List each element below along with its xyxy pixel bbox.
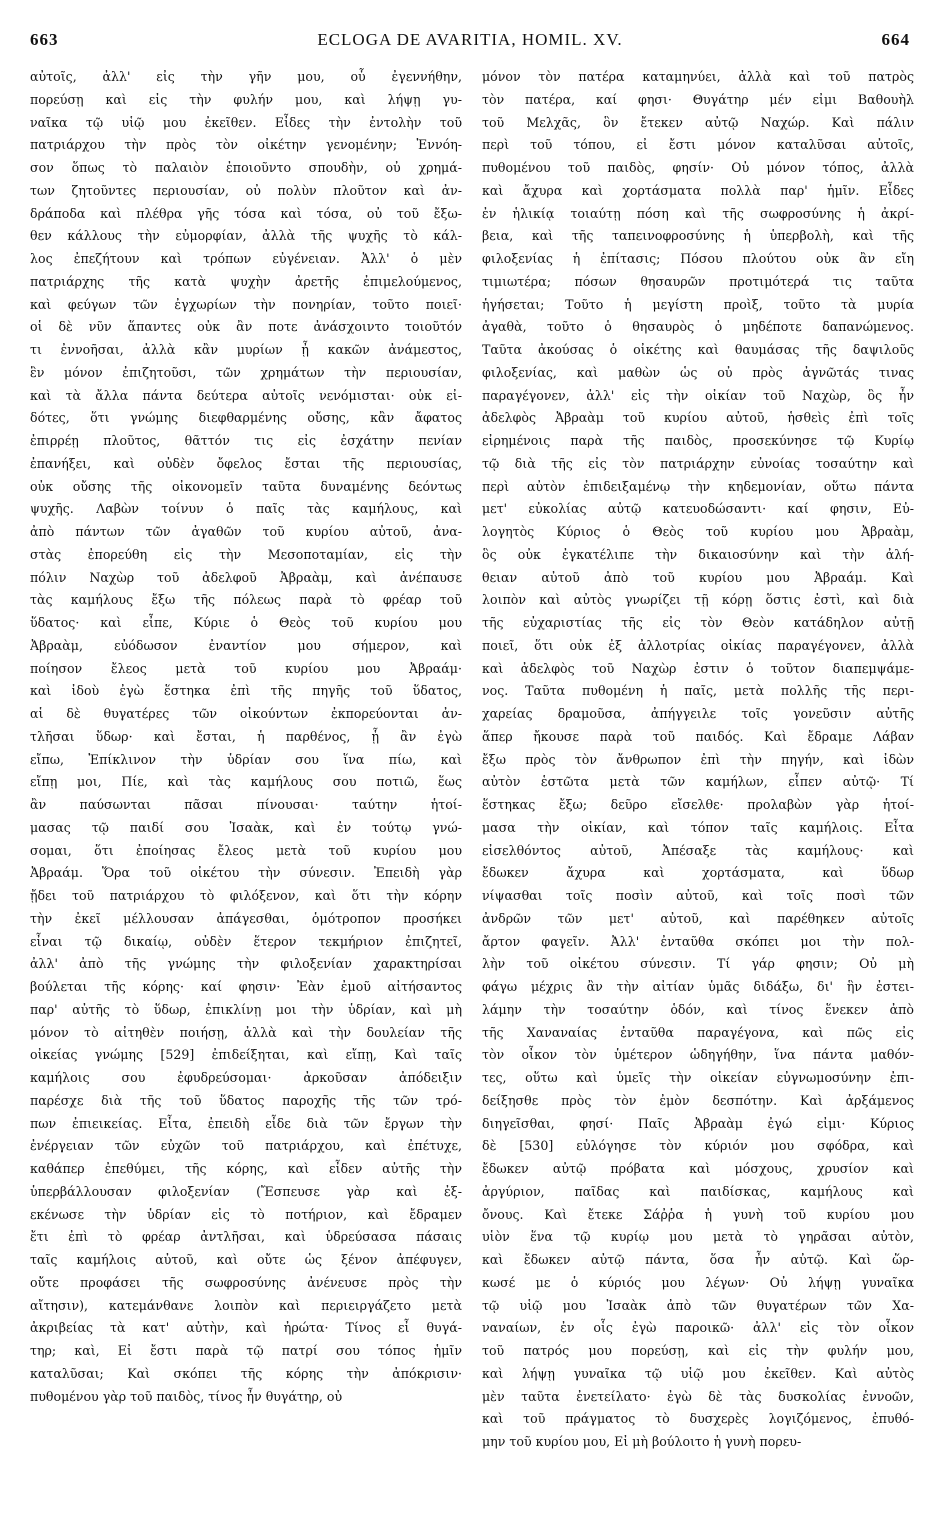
text-line: εἶναι τῷ δικαίῳ, οὐδὲν ἕτερον τεκμήριον ἐπιζητεῖ, [30, 933, 462, 949]
text-line: πατριάρχης τῆς κατὰ ψυχὴν ἀρετῆς ἐπιμελούμενος, [30, 273, 462, 289]
text-line: καὶ λήψῃ γυναῖκα τῷ υἱῷ μου ἐκεῖθεν. Καὶ αὐτὸς [482, 1365, 914, 1381]
text-line: φάγω μέχρις ἂν τὴν αἰτίαν ὑμᾶς διδάξω, δι' ἣν ἐστει- [482, 979, 914, 994]
text-line: λάμην τὴν τοσαύτην ὁδόν, καὶ τίνος ἕνεκεν ἀπὸ [482, 1001, 914, 1017]
text-line: υἱὸν ἕνα τῷ κυρίῳ μου μετὰ τὸ γηρᾶσαι αὐτὸν, [482, 1229, 914, 1245]
text-line: δράποδα καὶ πλέθρα γῆς τόσα καὶ τόσα, οὐ τοῦ ἔξω- [30, 205, 462, 221]
text-line: πόλιν Ναχὼρ τοῦ ἀδελφοῦ Ἀβραὰμ, καὶ ἀνέπαυσε [30, 569, 462, 585]
text-line: πυθομένου γὰρ τοῦ παιδὸς, τίνος ἦν θυγάτηρ, οὐ [30, 1388, 343, 1404]
text-line: ποιεῖ, ὅτι οὐκ ἐξ ἀλλοτρίας οἰκίας παραγέγονεν, ἀλλὰ [482, 637, 914, 653]
text-line: ἂν παύσωνται πᾶσαι πίνουσαι· ταύτην ἡτοί- [30, 797, 462, 812]
text-line: ἐπανήξει, καὶ οὐδὲν ὄφελος ἔσται τῆς περιουσίας, [30, 455, 462, 471]
text-line: ἔδωκεν αὐτῷ πρόβατα καὶ μόσχους, χρυσίον καὶ [482, 1161, 914, 1176]
text-line: οὐκ οὔσης τῆς οἰκονομεῖν ταῦτα δυναμένης δεόντως [30, 478, 462, 494]
text-line: σον ὅπως τὸ παλαιὸν ἐποιοῦντο σπουδὴν, οὐ χρημά- [30, 160, 462, 175]
text-line: βούλεται τῆς κόρης· καί φησιν· Ἐὰν ἐμοῦ αἰτήσαντος [30, 979, 462, 994]
text-line: καὶ ἔδωκεν αὐτῷ πάντα, ὅσα ἦν αὐτῷ. Καὶ ὥρ- [482, 1252, 914, 1267]
text-line: καμήλοις σου ἐφυδρεύσομαι· ἀρκοῦσαν ἀπόδειξιν [30, 1070, 462, 1085]
text-line: ἐπιρρέῃ πλοῦτος, θᾶττόν τις εἰς ἐσχάτην πενίαν [30, 433, 462, 448]
text-line: ποίησον ἔλεος μετὰ τοῦ κυρίου μου Ἀβραάμ· [30, 660, 462, 676]
text-line: μετ' εὐκολίας αὐτῷ κατευοδώσαντι· καί φησιν, Εὐ- [482, 501, 914, 517]
text-line: τοῦ Μελχᾶς, ὃν ἔτεκεν αὐτῷ Ναχώρ. Καὶ πάλιν [482, 114, 914, 130]
text-line: μασας τῷ παιδί σου Ἰσαὰκ, καὶ ἐν τούτῳ γνώ- [30, 819, 462, 835]
text-line: οὔτε προφάσει τῆς σωφροσύνης ἀνένευσε πρὸς τὴν [30, 1274, 462, 1290]
text-line: ᾔδει τοῦ πατριάρχου τὸ φιλόξενον, καὶ ὅτι τὴν κόρην [30, 888, 462, 903]
text-line: τῆς Χαναναίας ἐνταῦθα παραγέγονα, καὶ πῶς εἰς [482, 1024, 914, 1040]
text-line: τὸν πατέρα, καί φησι· Θυγάτηρ μέν εἰμι Βαθουὴλ [482, 91, 914, 107]
text-line: χαρείας δραμοῦσα, ἀπήγγειλε τοῖς γονεῦσιν αὐτῆς [482, 706, 914, 721]
text-line: πορεύσῃ καὶ εἰς τὴν φυλήν μου, καὶ λήψῃ γυ- [30, 91, 462, 107]
text-line: τηρ; καὶ, Εἰ ἔστι παρὰ τῷ πατρί σου τόπος ἡμῖν [30, 1343, 462, 1358]
text-line: πατριάρχου τὴν πρὸς τὸν οἰκέτην γενομένην; Ἐννόη- [30, 137, 462, 153]
text-line: διηγεῖσθαι, φησί· Παῖς Ἀβραὰμ ἐγώ εἰμι· Κύριος [482, 1115, 914, 1131]
text-line: πων ἐπιεικείας. Εἶτα, ἐπειδὴ εἶδε διὰ τῶν ἔργων τὴν [30, 1115, 462, 1131]
text-line: νος. Ταῦτα πυθομένη ἡ παῖς, μετὰ πολλῆς τῆς περι- [482, 683, 914, 699]
text-line: λὴν τοῦ οἰκέτου σύνεσιν. Τί γάρ φησιν; Οὐ μὴ [482, 956, 914, 972]
text-line: ἀργύριον, παῖδας καὶ παιδίσκας, καμήλους καὶ [482, 1183, 914, 1199]
page-number-left: 663 [30, 30, 59, 49]
text-line: στὰς ἐπορεύθη εἰς τὴν Μεσοποταμίαν, εἰς τὴν [30, 546, 462, 562]
text-line: ναναίων, ἐν οἷς ἐγὼ παροικῶ· ἀλλ' εἰς τὸν οἶκον [482, 1320, 914, 1336]
text-line: παρέσχε διὰ τῆς τοῦ ὕδατος παροχῆς τῆς τῶν τρό- [30, 1092, 462, 1108]
text-line: κωσέ με ὁ κύριός μου λέγων· Οὐ λήψῃ γυναῖκα [482, 1274, 914, 1290]
text-line: τῷ υἱῷ μου Ἰσαὰκ ἀπὸ τῶν θυγατέρων τῶν Χα- [482, 1297, 914, 1313]
text-line: ναῖκα τῷ υἱῷ μου ἐκεῖθεν. Εἶδες τὴν ἐντολὴν τοῦ [30, 114, 462, 130]
text-line: λοιπὸν καὶ αὐτὸς γνωρίζει τῇ κόρῃ ὅστις ἐστὶ, καὶ διὰ [482, 592, 914, 608]
text-line: μὲν ταῦτα ἐνετείλατο· ἐγὼ δὲ τὰς δυσκολίας ἐννοῶν, [482, 1388, 914, 1404]
text-line: αὐτοῖς, ἀλλ' εἰς τὴν γῆν μου, οὗ ἐγεννήθην, [30, 69, 462, 84]
text-line: ἀλλ' ἀπὸ τῆς γνώμης τὴν φιλοξενίαν χαρακτηρίσαι [30, 956, 462, 972]
text-line: καὶ φεύγων τῶν ἐγχωρίων τὴν πονηρίαν, τοῦτο ποιεῖ· [30, 296, 462, 312]
text-line: θειαν αὐτοῦ ἀπὸ τοῦ κυρίου μου Ἀβραάμ. Καὶ [482, 569, 914, 585]
text-line: τὰς καμήλους ἔξω τῆς πόλεως παρὰ τὸ φρέαρ τοῦ [30, 592, 462, 608]
text-line: τὴν ἐκεῖ μέλλουσαν ἀπάγεσθαι, ὁμότροπον προσήκει [30, 910, 462, 926]
text-line: παρ' αὐτῆς τὸ ὕδωρ, ἐπικλίνῃ μοι τὴν ὑδρίαν, καὶ μὴ [30, 1001, 462, 1017]
text-line: ἐν ἡλικίᾳ τοιαύτῃ πόση καὶ τῆς σωφροσύνης ἡ ἀκρί- [482, 205, 914, 221]
text-line: τῆς εὐχαριστίας τῆς εἰς τὸν Θεὸν κατάδηλον αὐτῇ [482, 615, 914, 630]
text-line: Ἀβραὰμ, εὐόδωσον ἐναντίον μου σήμερον, καὶ [30, 637, 462, 653]
text-line: τιμιωτέρα; πόσων θησαυρῶν προτιμότερά τις ταῦτα [482, 273, 914, 289]
text-line: ἄρτον φαγεῖν. Ἀλλ' ἐνταῦθα σκόπει μοι τὴν πολ- [482, 933, 914, 949]
text-line: λος ἐπεζήτουν καὶ τρόπων εὐγένειαν. Ἀλλ' ὁ μὲν [30, 251, 462, 266]
text-line: οἰκείας γνώμης [529] ἐπιδείξηται, καὶ εἴπῃ, Καὶ ταῖς [30, 1047, 462, 1063]
text-line: εἰρημένοις παρὰ τῆς παιδὸς, προσεκύνησε τῷ Κυρίῳ [482, 433, 914, 448]
text-line: νίψασθαι τοῖς ποσὶν αὐτοῦ, καὶ τοῖς ποσὶ τῶν [482, 888, 914, 903]
right-column [482, 66, 914, 1454]
text-line: καὶ ἀδελφὸς τοῦ Ναχὼρ ἐστιν ὁ τοῦτον διαπεμψάμε- [482, 660, 914, 676]
text-line: τοῦ πατρός μου πορεύσῃ, καὶ εἰς τὴν φυλήν μου, [482, 1343, 914, 1358]
text-line: μόνον τὸ αἰτηθὲν ποιήσῃ, ἀλλὰ καὶ τὴν δουλείαν τῆς [30, 1024, 462, 1040]
text-line: δὲ [530] εὐλόγησε τὸν κύριόν μου σφόδρα, καὶ [482, 1138, 914, 1154]
text-line: εἰσελθόντος αὐτοῦ, Ἀπέσαξε τὰς καμήλους· καὶ [482, 842, 914, 858]
text-line: τῷ διὰ τῆς εἰς τὸν πατριάρχην εὐνοίας τοσαύτην καὶ [482, 455, 914, 471]
text-line: εἴπω, Ἐπίκλινον τὴν ὑδρίαν σου ἵνα πίω, καὶ [30, 751, 462, 767]
text-line: δείξησθε πρὸς τὸν ἐμὸν δεσπότην. Καὶ ἀρξάμενος [482, 1092, 914, 1108]
text-line: καὶ τὰ ἄλλα πάντα δεύτερα αὐτοῖς νενόμισται· οὐκ εἰ- [30, 387, 462, 403]
text-line: καταλῦσαι; Καὶ σκόπει τῆς κόρης τὴν ἀπόκρισιν· [30, 1365, 462, 1381]
text-line: ἅπερ ἤκουσε παρὰ τοῦ παιδός. Καὶ ἔδραμε Λάβαν [482, 728, 914, 744]
text-line: ἀκριβείας τὰ κατ' αὐτὴν, καὶ ἠρώτα· Τίνος εἶ θυγά- [30, 1320, 462, 1336]
running-title: ECLOGA DE AVARITIA, HOMIL. XV. [317, 30, 623, 49]
text-line: ἔξω πρὸς τὸν ἄνθρωπον ἐπὶ τὴν πηγήν, καὶ ἰδὼν [482, 751, 914, 767]
text-line: ὑπερβάλλουσαν φιλοξενίαν (Ἔσπευσε γὰρ καὶ ἐξ- [30, 1183, 462, 1199]
text-line: μασα τὴν οἰκίαν, καὶ τόπον ταῖς καμήλοις. Εἶτα [482, 819, 914, 835]
page-number-right: 664 [881, 30, 910, 49]
text-line: ὄνους. Καὶ ἔτεκε Σάῤῥα ἡ γυνὴ τοῦ κυρίου μου [482, 1206, 914, 1222]
text-line: τλῆσαι ὕδωρ· καὶ ἔσται, ἡ παρθένος, ᾗ ἂν ἐγὼ [30, 728, 462, 744]
text-line: εκένωσε τὴν ὑδρίαν εἰς τὸ ποτήριον, καὶ ἔδραμεν [30, 1206, 462, 1222]
text-line: εἴπῃ μοι, Πίε, καὶ τὰς καμήλους σου ποτιῶ, ἕως [30, 774, 462, 790]
text-line: τὸν οἶκον τὸν ὑμέτερον ὡδηγήθην, ἵνα πάντα μαθόν- [482, 1047, 914, 1063]
text-line: δότες, ὅτι γνώμης διεφθαρμένης οὔσης, κἂν ἄφατος [30, 410, 462, 426]
page-header [30, 30, 910, 56]
text-line: ὃς οὐκ ἐγκατέλιπε τὴν δικαιοσύνην καὶ τὴν ἀλή- [482, 546, 914, 562]
text-line: ὕδατος· καὶ εἶπε, Κύριε ὁ Θεὸς τοῦ κυρίου μου [30, 615, 462, 630]
text-line: καθάπερ ἐπεθύμει, τῆς κόρης, καὶ εἶδεν αὐτῆς τὴν [30, 1161, 462, 1176]
text-line: καὶ ἄχυρα καὶ χορτάσματα πολλὰ παρ' ἡμῖν. Εἶδες [482, 182, 914, 198]
text-line: τι ἐννοῆσαι, ἀλλὰ κἂν μυρίων ᾖ κακῶν ἀνάμεστος, [30, 342, 462, 357]
text-line: μην τοῦ κυρίου μου, Εἰ μὴ βούλοιτο ἡ γυνὴ πορευ- [482, 1434, 802, 1449]
text-line: ψυχῆς. Λαβὼν τοίνυν ὁ παῖς τὰς καμήλους, καὶ [30, 501, 462, 517]
text-line: ἕστηκας ἔξω; δεῦρο εἴσελθε· προλαβὼν γὰρ ἡτοί- [482, 797, 914, 812]
text-line: πυθομένου τοῦ παιδὸς, φησίν· Οὐ μόνον τόπος, ἀλλὰ [482, 160, 914, 175]
text-line: ἀπὸ πάντων τῶν ἀγαθῶν τοῦ κυρίου αὐτοῦ, ἀνα- [30, 524, 462, 539]
text-line: θεν κάλλους τὴν εὐμορφίαν, ἀλλὰ τῆς ψυχῆς τὸ κάλ- [30, 228, 462, 244]
text-line: ἀνδρῶν τῶν μετ' αὐτοῦ, καὶ παρέθηκεν αὐτοῖς [482, 910, 914, 926]
text-line: ἔδωκεν ἄχυρα καὶ χορτάσματα, καὶ ὕδωρ [482, 865, 914, 881]
text-line: Ἀβραάμ. Ὅρα τοῦ οἰκέτου τὴν σύνεσιν. Ἐπειδὴ γὰρ [30, 865, 462, 881]
text-line: ἐνέργειαν τῶν εὐχῶν τοῦ πατριάρχου, καὶ ἐπέτυχε, [30, 1138, 462, 1154]
text-line: των ζητοῦντες περιουσίαν, οὐ πολὺν πλοῦτον καὶ ἀν- [30, 182, 462, 198]
left-column [30, 66, 462, 1408]
text-line: Ταῦτα ἀκούσας ὁ οἰκέτης καὶ θαυμάσας τῆς δαψιλοῦς [482, 342, 914, 357]
text-line: αἴτησιν), κατεμάνθανε λοιπὸν καὶ περιειργάζετο μετὰ [30, 1297, 462, 1313]
text-line: αὐτὸν ἑστῶτα μετὰ τῶν καμήλων, εἶπεν αὐτῷ· Τί [482, 774, 914, 790]
text-line: αἱ δὲ θυγατέρες τῶν οἰκούντων ἐκπορεύονται ἀν- [30, 706, 462, 721]
text-line: καὶ τοῦ πράγματος τὸ δυσχερὲς λογιζόμενος, ἐπυθό- [482, 1411, 914, 1427]
text-line: μόνον τὸν πατέρα καταμηνύει, ἀλλὰ καὶ τοῦ πατρὸς [482, 69, 914, 84]
text-line: ἡγήσεται; Τοῦτο ἡ μεγίστη προὶξ, τοῦτο τὰ μυρία [482, 296, 914, 312]
text-line: ταῖς καμήλοις αὐτοῦ, καὶ οὔτε ὡς ξένον ἀπέφυγεν, [30, 1252, 462, 1267]
text-line: οἱ δὲ νῦν ἅπαντες οὐκ ἂν ποτε ἀνάσχοιντο τοιοῦτόν [30, 319, 462, 335]
text-line: βεια, καὶ τῆς ταπεινοφροσύνης ἡ ὑπερβολὴ, καὶ τῆς [482, 228, 914, 244]
text-line: φιλοξενίας, καὶ μαθὼν ὡς οὐ πρὸς ἀγνῶτάς τινας [482, 364, 914, 380]
text-line: τες, οὕτω καὶ ὑμεῖς τὴν οἰκείαν εὐγνωμοσύνην ἐπι- [482, 1070, 914, 1085]
text-line: φιλοξενίας ἡ ἐπίτασις; Πόσου πλούτου οὐκ ἂν εἴη [482, 251, 914, 266]
text-line: σομαι, ὅτι ἐποίησας ἔλεος μετὰ τοῦ κυρίου μου [30, 842, 462, 858]
text-line: ἔτι ἐπὶ τὸ φρέαρ ἀντλῆσαι, καὶ ὑδρεύσασα πάσαις [30, 1229, 462, 1245]
text-line: παραγέγονεν, ἀλλ' εἰς τὴν οἰκίαν τοῦ Ναχὼρ, ὃς ἦν [482, 387, 914, 403]
text-line: ἀγαθὰ, τοῦτο ὁ θησαυρὸς ὁ μηδέποτε δαπανώμενος. [482, 319, 914, 335]
text-line: ἓν μόνον ἐπιζητοῦσι, τῶν χρημάτων τὴν περιουσίαν, [30, 364, 462, 380]
text-line: λογητὸς Κύριος ὁ Θεὸς τοῦ κυρίου μου Ἀβραὰμ, [482, 524, 914, 539]
text-line: περὶ αὐτὸν ἐπιδειξαμένῳ τὴν κηδεμονίαν, οὕτω πάντα [482, 478, 914, 494]
text-line: ἀδελφὸς Ἀβραὰμ τοῦ κυρίου αὐτοῦ, ἡσθεὶς ἐπὶ τοῖς [482, 410, 914, 426]
text-line: περὶ τοῦ τόπου, εἰ ἔστι μόνον καταλῦσαι αὐτοῖς, [482, 137, 914, 153]
text-line: καὶ ἰδοὺ ἐγὼ ἕστηκα ἐπὶ τῆς πηγῆς τοῦ ὕδατος, [30, 683, 462, 699]
